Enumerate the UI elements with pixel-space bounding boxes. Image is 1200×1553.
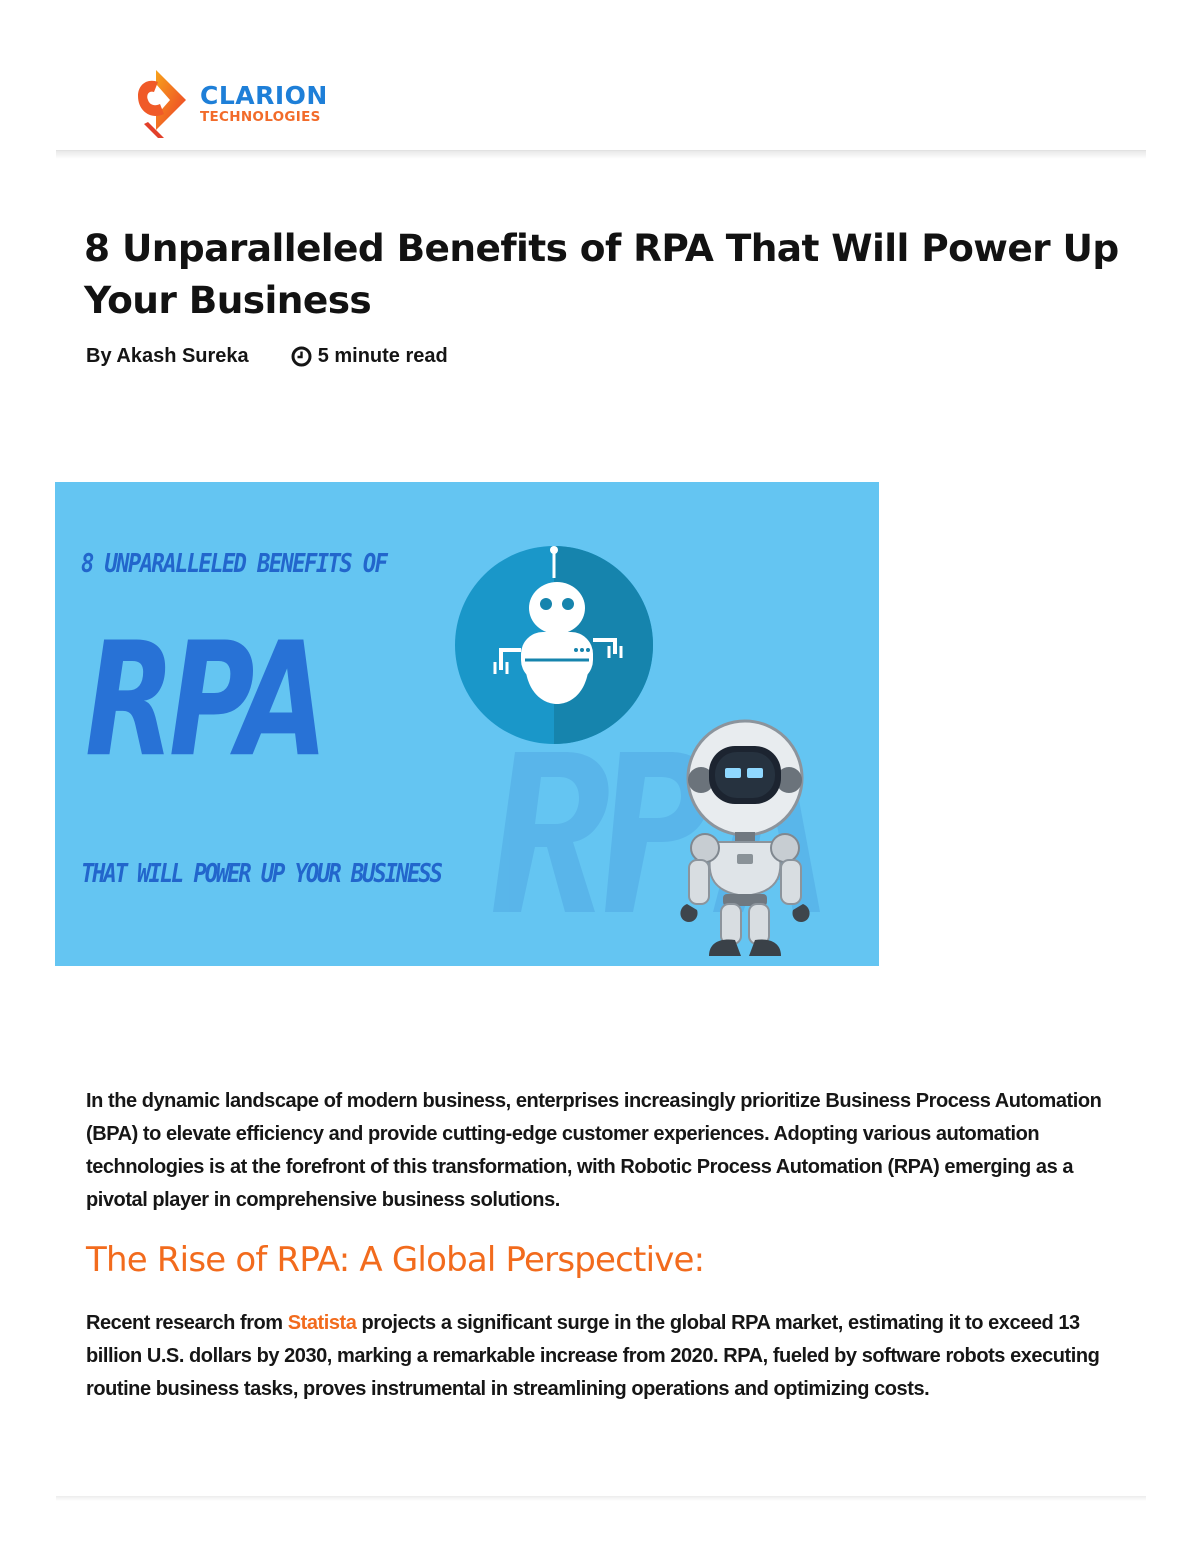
- hero-image: [55, 482, 879, 966]
- author-byline[interactable]: By Akash Sureka: [86, 345, 249, 367]
- read-time: [291, 345, 448, 368]
- article-meta: [86, 345, 448, 368]
- para-text-start: Recent research from: [86, 1312, 288, 1334]
- footer-divider: [56, 1496, 1146, 1501]
- intro-paragraph: In the dynamic landscape of modern business, enterprises increasingly prioritize Business Process Automation (BPA) to elevate efficiency and provide cutting-edge customer experiences. Adopting various automation technologies is at the forefront of this transformation, with Robotic Process Automation (RPA) emerging as a pivotal player in comprehensive business solutions.: [86, 1090, 1102, 1211]
- section-heading: The Rise of RPA: A Global Perspective:: [86, 1240, 705, 1280]
- hero-bottom-text: THAT WILL POWER UP YOUR BUSINESS: [81, 860, 441, 889]
- clock-icon: [291, 346, 312, 367]
- robot-illustration: [455, 542, 879, 966]
- page-title: 8 Unparalleled Benefits of RPA That Will Power Up Your Business: [84, 226, 1119, 322]
- statista-link[interactable]: Statista: [287, 1312, 357, 1334]
- para-text-end: projects a significant surge in the global RPA market, estimating it to exceed 13 billion U.S. dollars by 2030, marking a remarkable increase from 2020. RPA, fueled by software robots executing routine business tasks, proves instrumental in streamlining operations and optimizing costs.: [86, 1312, 1100, 1400]
- hero-big-text: RPA: [85, 609, 322, 793]
- hero-top-text: 8 UNPARALLELED BENEFITS OF: [81, 550, 387, 579]
- header-divider: [56, 150, 1146, 159]
- read-time-label: 5 minute read: [317, 345, 448, 367]
- company-logo[interactable]: [134, 66, 364, 142]
- body-paragraph: [86, 1307, 1126, 1406]
- clarion-logo-icon: [134, 66, 198, 142]
- logo-subtitle: TECHNOLOGIES: [200, 109, 321, 126]
- logo-name: CLARION: [200, 81, 328, 111]
